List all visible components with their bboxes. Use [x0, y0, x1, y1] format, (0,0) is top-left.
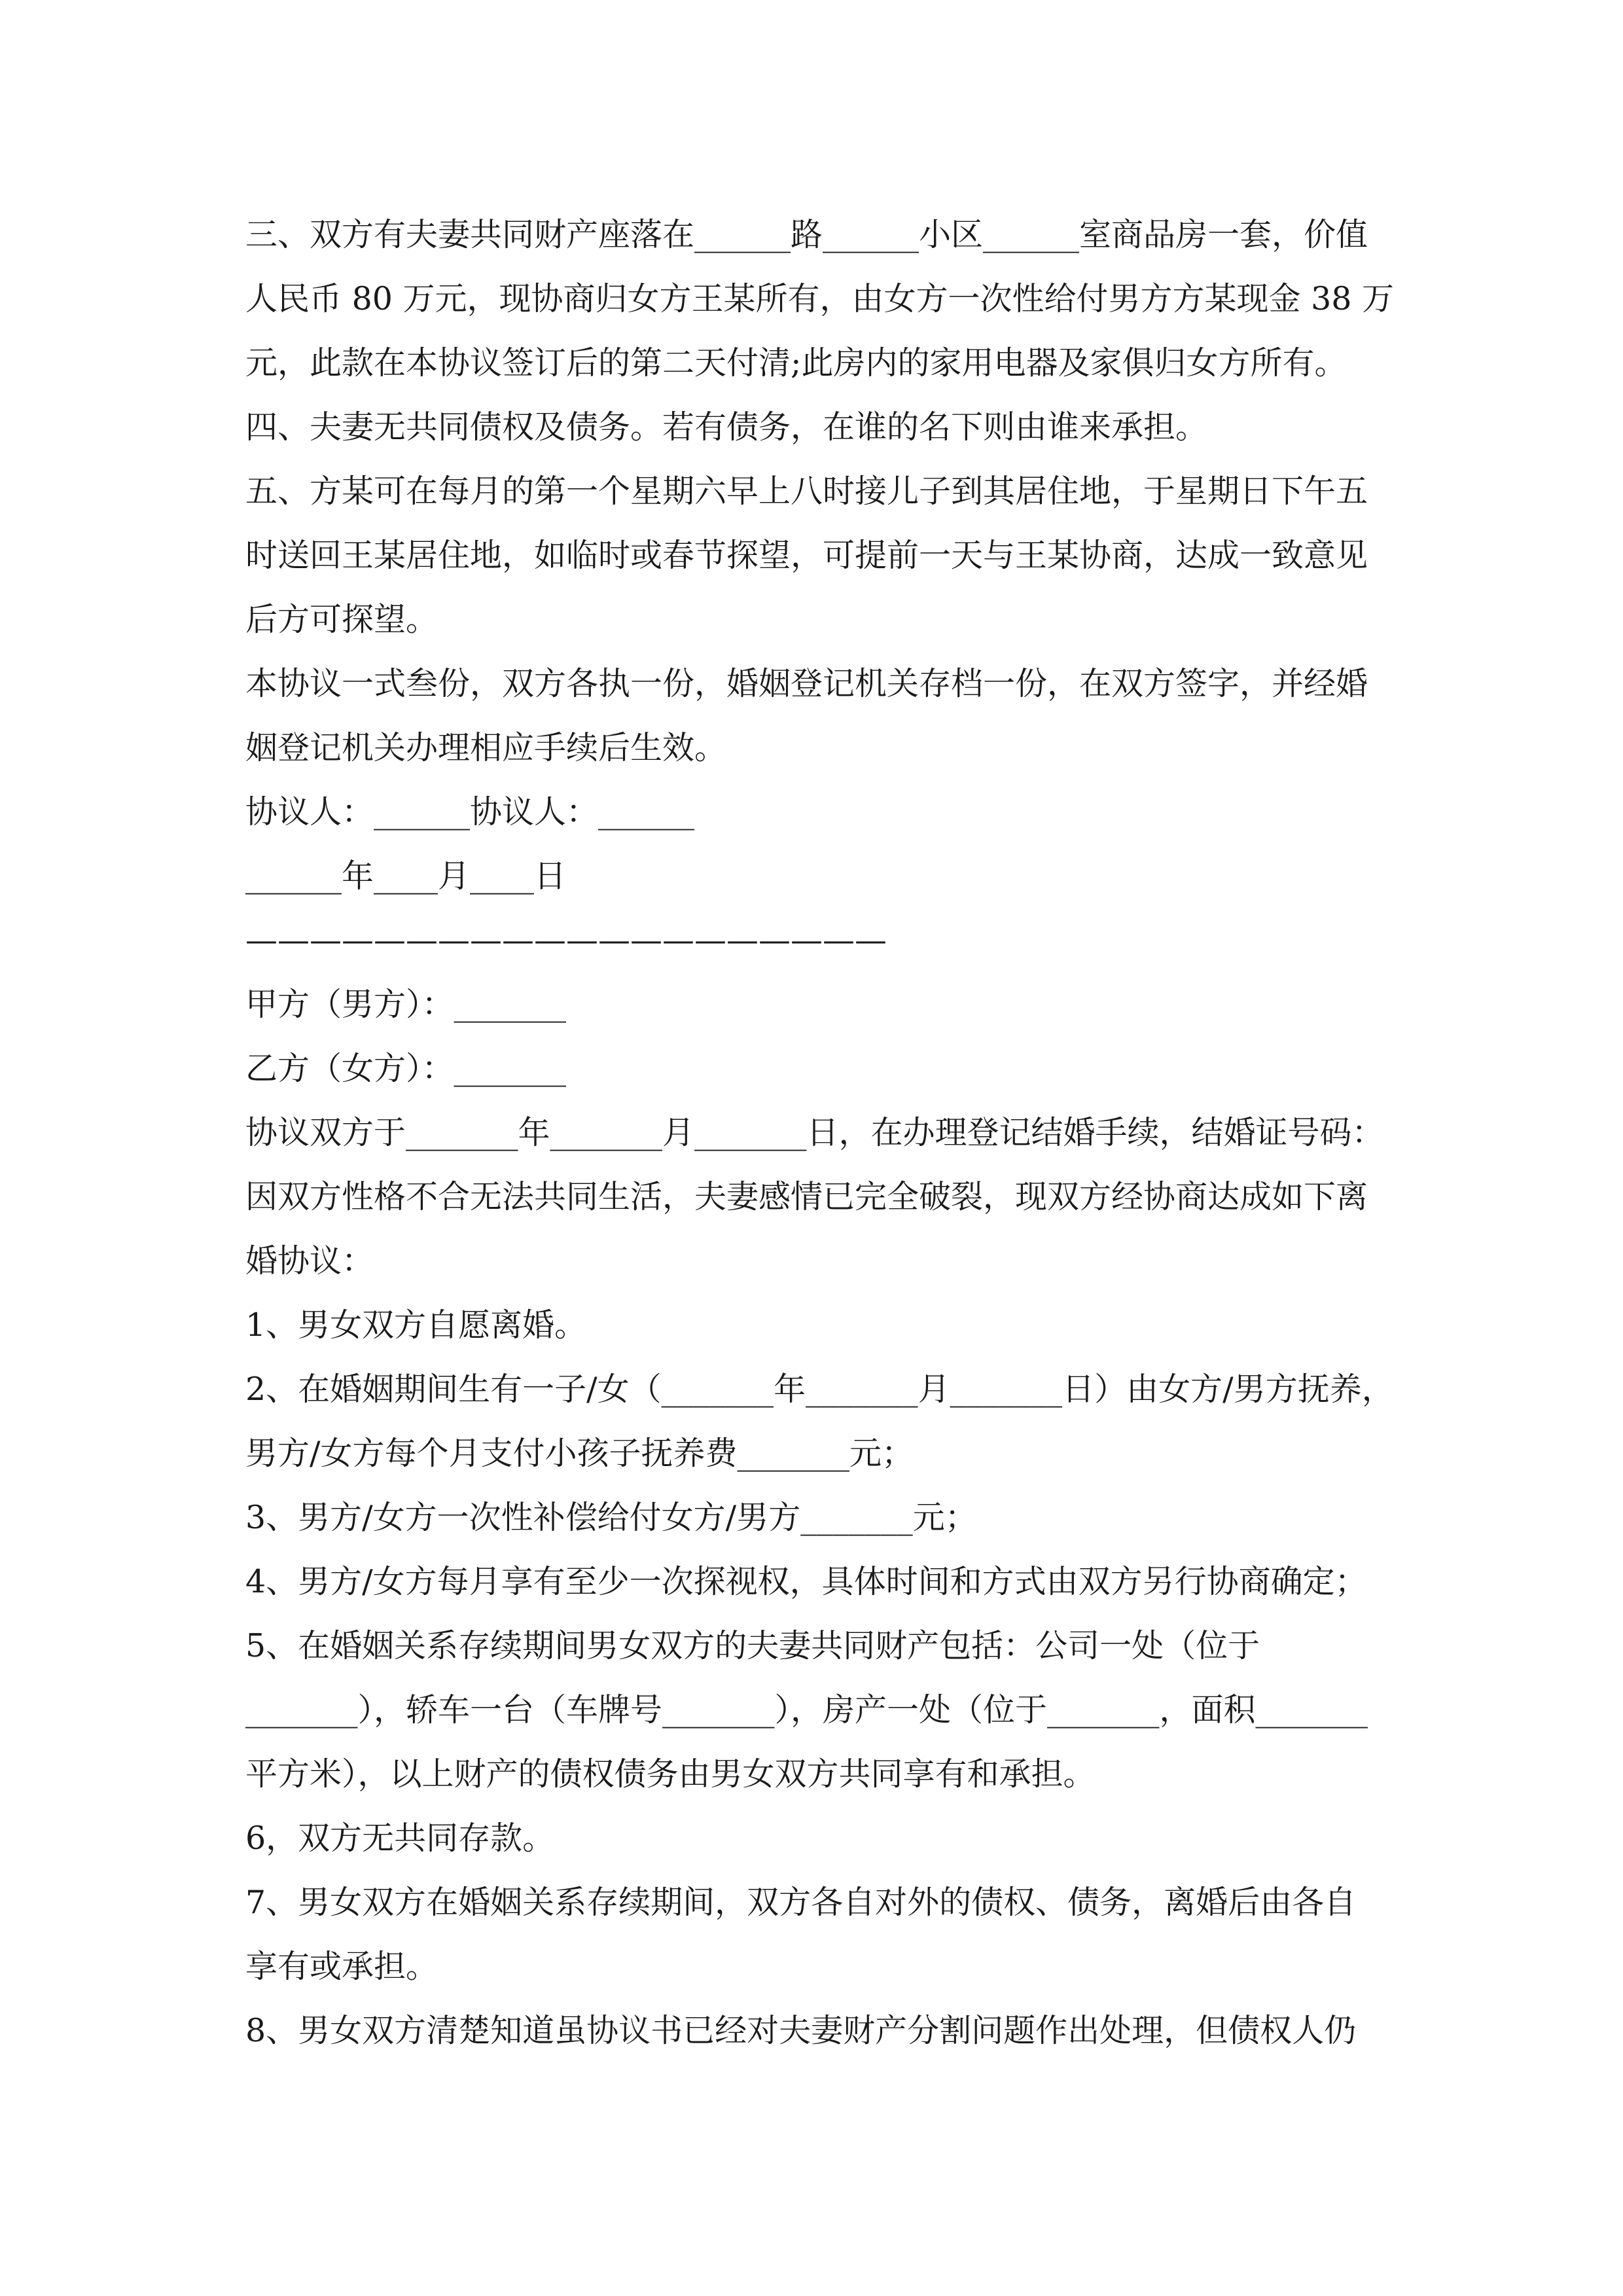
text-line: 后方可探望。 [245, 601, 438, 638]
clause-5-visitation [245, 459, 1381, 652]
text-line: 三、双方有夫妻共同财产座落在______路______小区______室商品房一套，价值 [245, 216, 1368, 253]
text-line: 6，双方无共同存款。 [245, 1820, 555, 1857]
separator-line [245, 908, 1381, 973]
text-line: 3、男方/女方一次性补偿给付女方/男方_______元； [245, 1499, 977, 1536]
clause-3-property [245, 203, 1395, 395]
clause-4-debts [245, 395, 1381, 459]
text-line: ———————————————————— [245, 922, 887, 959]
item-5 [245, 1614, 1381, 1806]
text-line: 元，此款在本协议签订后的第二天付清;此房内的家用电器及家俱归女方所有。 [245, 344, 1347, 382]
item-3 [245, 1486, 1381, 1550]
text-line: _______），轿车一台（车牌号_______），房产一处（位于_______，面积_______ [245, 1691, 1368, 1729]
text-line: 姻登记机关办理相应手续后生效。 [245, 729, 727, 766]
text-line: 甲方（男方）：_______ [245, 986, 567, 1023]
text-line: 5、在婚姻关系存续期间男女双方的夫妻共同财产包括：公司一处（位于 [245, 1627, 1260, 1664]
text-line: 本协议一式叁份，双方各执一份，婚姻登记机关存档一份，在双方签字，并经婚 [245, 665, 1368, 702]
party-a-line [245, 973, 1381, 1037]
text-line: 2、在婚姻期间生有一子/女（_______年_______月_______日）由女方/男方抚养， [245, 1371, 1394, 1408]
text-line: 8、男女双方清楚知道虽协议书已经对夫妻财产分割问题作出处理，但债权人仍 [245, 2012, 1357, 2049]
text-line: 协议双方于_______年_______月_______日，在办理登记结婚手续，结婚证号码： [245, 1114, 1384, 1151]
item-1 [245, 1293, 1381, 1357]
item-7 [245, 1871, 1381, 1999]
copies-clause [245, 652, 1381, 780]
text-line: 7、男女双方在婚姻关系存续期间，双方各自对外的债权、债务，离婚后由各自 [245, 1884, 1357, 1921]
text-line: 男方/女方每个月支付小孩子抚养费_______元； [245, 1435, 914, 1472]
text-line: 五、方某可在每月的第一个星期六早上八时接儿子到其居住地，于星期日下午五 [245, 473, 1368, 510]
item-4 [245, 1550, 1381, 1614]
text-line: 时送回王某居住地，如临时或春节探望，可提前一天与王某协商，达成一致意见 [245, 537, 1368, 574]
party-b-line [245, 1037, 1381, 1101]
text-line: 人民币 80 万元，现协商归女方王某所有，由女方一次性给付男方方某现金 38 万 [245, 280, 1395, 317]
text-line: ______年____月____日 [245, 857, 567, 895]
text-line: 乙方（女方）：_______ [245, 1050, 567, 1087]
item-6 [245, 1806, 1381, 1871]
preamble-paragraph [245, 1101, 1384, 1293]
text-line: 4、男方/女方每月享有至少一次探视权，具体时间和方式由双方另行协商确定； [245, 1563, 1367, 1600]
text-line: 平方米），以上财产的债权债务由男女双方共同享有和承担。 [245, 1755, 1096, 1793]
text-line: 婚协议： [245, 1242, 374, 1280]
date-line [245, 844, 1381, 908]
item-8 [245, 1999, 1381, 2063]
text-line: 协议人：______协议人：______ [245, 793, 695, 831]
item-2 [245, 1357, 1394, 1486]
text-line: 四、夫妻无共同债权及债务。若有债务，在谁的名下则由谁来承担。 [245, 408, 1208, 446]
text-line: 因双方性格不合无法共同生活，夫妻感情已完全破裂，现双方经协商达成如下离 [245, 1178, 1368, 1215]
text-line: 1、男女双方自愿离婚。 [245, 1306, 587, 1344]
signatories-line [245, 780, 1381, 844]
document-body [245, 203, 1395, 2063]
text-line: 享有或承担。 [245, 1948, 438, 1985]
